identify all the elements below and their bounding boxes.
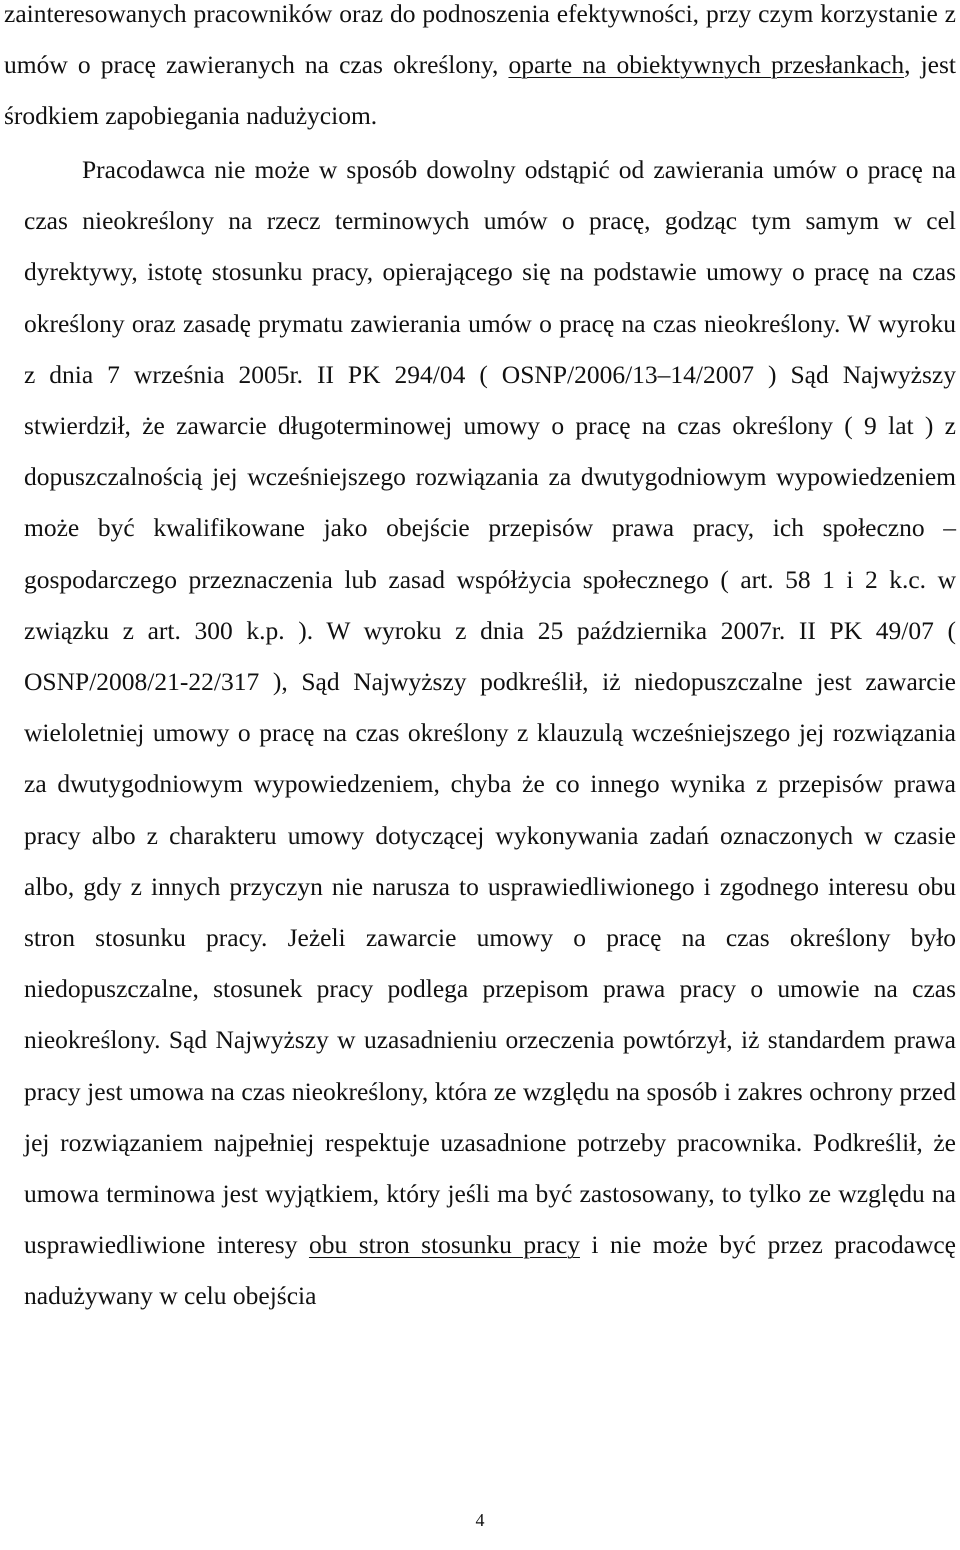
intro-text-part2: , jest środkiem zapobiegania nadużyciom. xyxy=(4,50,956,131)
intro-underlined-phrase: oparte na obiektywnych przesłankach xyxy=(508,50,905,80)
main-paragraph xyxy=(24,144,956,1322)
main-text xyxy=(24,144,956,1322)
main-text-part2: i nie może być przez pracodawcę nadużywany w celu obejścia xyxy=(24,1230,957,1311)
main-underlined-phrase: obu stron stosunku pracy xyxy=(308,1230,580,1260)
page-number: 4 xyxy=(475,1510,485,1530)
intro-paragraph xyxy=(4,0,956,142)
main-text-part1: Pracodawca nie może w sposób dowolny odstąpić od zawierania umów o pracę na czas nieokreślony na rzecz terminowych umów o pracę, godząc tym samym w cel dyrektywy, istotę stosunku pracy, opierającego się na podstawie umowy o pracę na czas określony oraz zasadę prymatu zawierania umów o pracę na czas nieokreślony. W wyroku z dnia 7 września 2005r. II PK 294/04 ( OSNP/2006/13–14/2007 ) Sąd Najwyższy stwierdził, że zawarcie długoterminowej umowy o pracę na czas określony ( 9 lat ) z dopuszczalnością jej wcześniejszego rozwiązania za dwutygodniowym wypowiedzeniem może być kwalifikowane jako obejście przepisów prawa pracy, ich społeczno – gospodarczego przeznaczenia lub zasad współżycia społecznego ( art. 58 1 i 2 k.c. w związku z art. 300 k.p. ). W wyroku z dnia 25 października 2007r. II PK 49/07 ( OSNP/2008/21-22/317 ), Sąd Najwyższy podkreślił, iż niedopuszczalne jest zawarcie wieloletniej umowy o pracę na czas określony z klauzulą wcześniejszego jej rozwiązania za dwutygodniowym wypowiedzeniem, chyba że co innego wynika z przepisów prawa pracy albo z charakteru umowy dotyczącej wykonywania zadań oznaczonych w czasie albo, gdy z innych przyczyn nie narusza to usprawiedliwionego i zgodnego interesu obu stron stosunku pracy. Jeżeli zawarcie umowy o pracę na czas określony było niedopuszczalne, stosunek pracy podlega przepisom prawa pracy o umowie na czas nieokreślony. Sąd Najwyższy w uzasadnieniu orzeczenia powtórzył, iż standardem prawa pracy jest umowa na czas nieokreślony, która ze względu na sposób i zakres ochrony przed jej rozwiązaniem najpełniej respektuje uzasadnione potrzeby pracownika. Podkreślił, że umowa terminowa jest wyjątkiem, który jeśli ma być zastosowany, to tylko ze względu na usprawiedliwione interesy xyxy=(24,155,956,1260)
intro-text xyxy=(4,0,956,142)
intro-text-part1: zainteresowanych pracowników oraz do podnoszenia efektywności, przy czym korzystanie z umów o pracę zawieranych na czas określony, xyxy=(4,0,956,80)
